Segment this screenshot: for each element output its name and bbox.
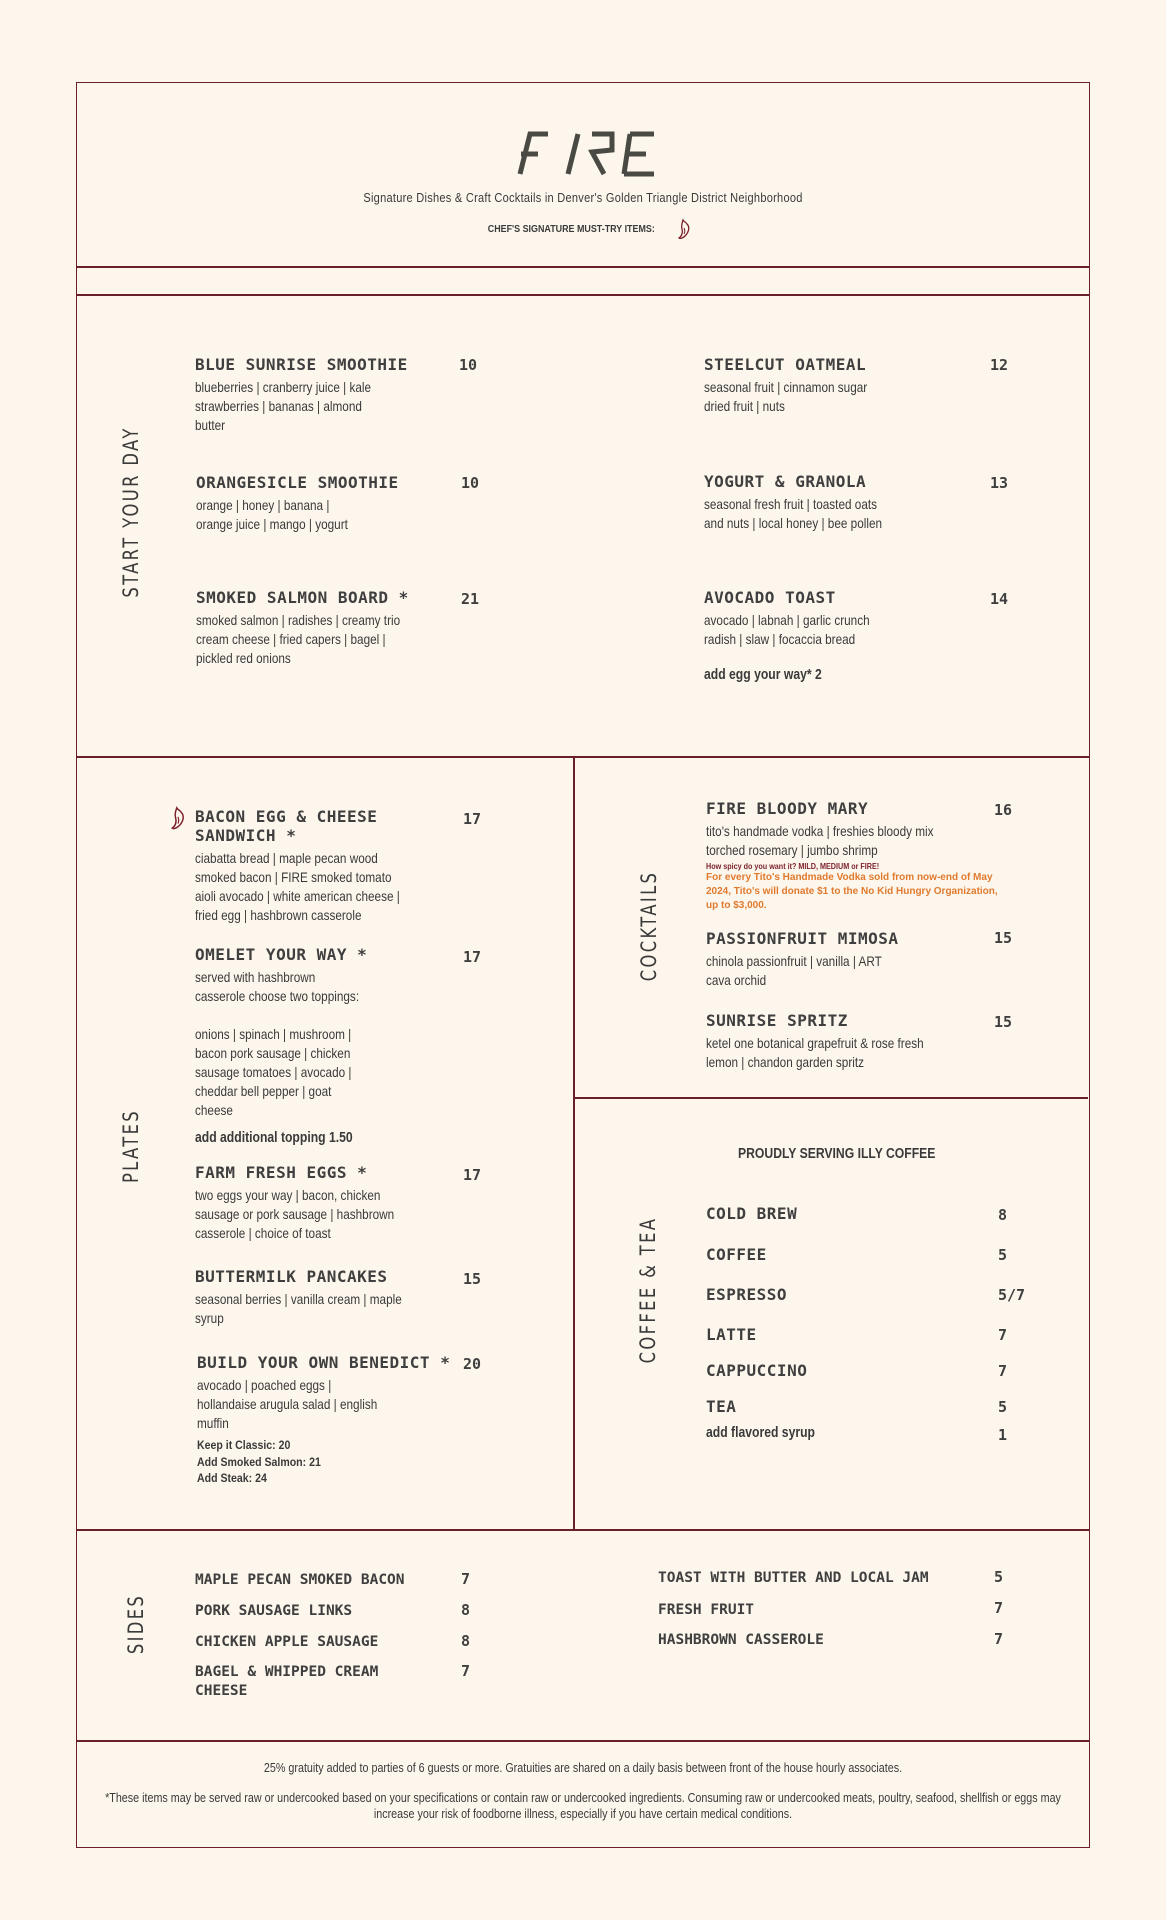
item-name: SUNRISE SPRITZ <box>706 1011 848 1030</box>
divider <box>76 266 1090 268</box>
item-name: COFFEE <box>706 1245 767 1264</box>
divider <box>76 294 1090 296</box>
menu-item <box>197 1353 450 1487</box>
item-price: 14 <box>990 590 1009 608</box>
item-price: 7 <box>461 1570 471 1588</box>
menu-item <box>195 1163 435 1243</box>
item-price: 7 <box>998 1362 1008 1380</box>
benedict-option: Keep it Classic: 20 <box>197 1438 291 1452</box>
item-price: 7 <box>994 1599 1004 1617</box>
menu-item <box>704 588 904 649</box>
item-name: PASSIONFRUIT MIMOSA <box>706 929 899 948</box>
menu-item <box>706 929 946 990</box>
side-item: MAPLE PECAN SMOKED BACON <box>195 1572 405 1588</box>
section-label-sides: SIDES <box>124 1593 148 1655</box>
spicy-note: How spicy do you want it? MILD, MEDIUM or FIRE! <box>706 862 880 871</box>
item-name: COLD BREW <box>706 1204 798 1223</box>
section-label-plates: PLATES <box>119 1108 143 1184</box>
item-price: 17 <box>463 810 482 828</box>
menu-item <box>704 355 904 416</box>
fire-logo-icon <box>508 128 658 178</box>
item-name: SMOKED SALMON BOARD * <box>196 588 409 607</box>
signature-legend <box>0 218 1166 240</box>
section-label-cocktails: COCKTAILS <box>637 870 661 982</box>
section-label-coffee-tea: COFFEE & TEA <box>636 1216 660 1364</box>
signature-label: CHEF'S SIGNATURE MUST-TRY ITEMS: <box>487 223 656 235</box>
item-description: smoked salmon | radishes | creamy trio cream cheese | fried capers | bagel | pickled red onions <box>196 612 401 666</box>
item-name: ESPRESSO <box>706 1285 788 1304</box>
item-description: two eggs your way | bacon, chicken sausage or pork sausage | hashbrown casserole | choice of toast <box>195 1187 395 1241</box>
item-name: OMELET YOUR WAY * <box>195 945 368 964</box>
menu-item <box>196 473 399 534</box>
item-description: chinola passionfruit | vanilla | ART cava orchid <box>706 953 882 988</box>
side-item: BAGEL & WHIPPED CREAM CHEESE <box>195 1664 379 1699</box>
side-item: TOAST WITH BUTTER AND LOCAL JAM <box>658 1570 929 1586</box>
item-description: ketel one botanical grapefruit & rose fresh lemon | chandon garden spritz <box>706 1035 924 1070</box>
side-item: CHICKEN APPLE SAUSAGE <box>195 1634 379 1650</box>
item-description: orange | honey | banana | orange juice | mango | yogurt <box>196 497 348 532</box>
item-price: 5 <box>994 1568 1004 1586</box>
item-price: 5 <box>998 1246 1008 1264</box>
item-name: CAPPUCCINO <box>706 1361 808 1380</box>
item-price: 8 <box>461 1601 471 1619</box>
omelet-toppings: onions | spinach | mushroom | bacon pork sausage | chicken sausage tomatoes | avocado | cheddar bell pepper | goat cheese <box>195 1026 352 1118</box>
item-name: FIRE BLOODY MARY <box>706 799 869 818</box>
menu-item <box>704 472 934 533</box>
benedict-option: Add Smoked Salmon: 21 <box>197 1454 321 1469</box>
item-name: BUTTERMILK PANCAKES <box>195 1267 388 1286</box>
item-description: avocado | poached eggs | hollandaise arugula salad | english muffin <box>197 1377 378 1431</box>
side-item: HASHBROWN CASSEROLE <box>658 1632 824 1648</box>
item-price: 5 <box>998 1398 1008 1416</box>
addon-note: add egg your way* 2 <box>704 667 822 683</box>
item-name: TEA <box>706 1397 737 1416</box>
item-description: seasonal fruit | cinnamon sugar dried fruit | nuts <box>704 379 868 414</box>
side-item: PORK SAUSAGE LINKS <box>195 1603 353 1619</box>
divider <box>76 1740 1090 1742</box>
menu-item <box>196 588 456 668</box>
item-price: 16 <box>994 801 1013 819</box>
menu-item <box>195 355 425 435</box>
item-name: BUILD YOUR OWN BENEDICT * <box>197 1353 451 1372</box>
raw-food-warning: *These items may be served raw or undercooked based on your specifications or contain raw or undercooked ingredients. Consuming raw or undercooked meats, poultry, seafood, shellfish or eggs may increase your risk of foodborne illness, especially if you have certain medical conditions. <box>105 1791 1061 1821</box>
item-name: ORANGESICLE SMOOTHIE <box>196 473 399 492</box>
menu-item <box>195 945 405 1146</box>
item-description: tito's handmade vodka | freshies bloody mix torched rosemary | jumbo shrimp <box>706 823 934 858</box>
item-name: STEELCUT OATMEAL <box>704 355 867 374</box>
divider <box>573 756 575 1530</box>
item-description: seasonal fresh fruit | toasted oats and nuts | local honey | bee pollen <box>704 496 883 531</box>
item-price: 15 <box>994 1013 1013 1031</box>
item-name: BACON EGG & CHEESE SANDWICH * <box>195 807 378 845</box>
item-price: 1 <box>998 1426 1008 1444</box>
item-price: 8 <box>998 1206 1008 1224</box>
fire-logo <box>0 128 1166 183</box>
item-name: LATTE <box>706 1325 757 1344</box>
divider <box>76 1529 1090 1531</box>
item-price: 21 <box>461 590 480 608</box>
item-name: YOGURT & GRANOLA <box>704 472 867 491</box>
item-price: 15 <box>994 929 1013 947</box>
item-price: 7 <box>998 1326 1008 1344</box>
item-description: ciabatta bread | maple pecan wood smoked bacon | FIRE smoked tomato aioli avocado | white american cheese | fried egg | hashbrown casserole <box>195 850 400 923</box>
menu-item <box>706 1011 966 1072</box>
item-name: FARM FRESH EGGS * <box>195 1163 368 1182</box>
charity-note: For every Tito's Handmade Vodka sold from now-end of May 2024, Tito's will donate $1 to the No Kid Hungry Organization, up to $3,000. <box>706 872 998 911</box>
item-price: 12 <box>990 356 1009 374</box>
item-description: served with hashbrown casserole choose two toppings: <box>195 969 360 1004</box>
item-price: 8 <box>461 1632 471 1650</box>
benedict-option: Add Steak: 24 <box>197 1471 267 1485</box>
pepper-icon <box>677 218 693 240</box>
addon-note: add additional topping 1.50 <box>195 1130 353 1146</box>
item-price: 17 <box>463 948 482 966</box>
item-description: seasonal berries | vanilla cream | maple syrup <box>195 1291 402 1326</box>
item-name: AVOCADO TOAST <box>704 588 836 607</box>
item-price: 13 <box>990 474 1009 492</box>
item-price: 15 <box>463 1270 482 1288</box>
item-price: 7 <box>461 1662 471 1680</box>
item-price: 10 <box>461 474 480 492</box>
coffee-heading: PROUDLY SERVING ILLY COFFEE <box>738 1146 936 1162</box>
tagline: Signature Dishes & Craft Cocktails in Denver's Golden Triangle District Neighborhood <box>363 190 803 205</box>
divider <box>573 1097 1088 1099</box>
addon-note: add flavored syrup <box>706 1425 815 1441</box>
item-price: 7 <box>994 1630 1004 1648</box>
item-price: 17 <box>463 1166 482 1184</box>
pepper-icon <box>170 804 188 832</box>
item-name: BLUE SUNRISE SMOOTHIE <box>195 355 408 374</box>
item-price: 20 <box>463 1355 482 1373</box>
menu-item <box>195 807 400 925</box>
item-description: avocado | labnah | garlic crunch radish | slaw | focaccia bread <box>704 612 870 647</box>
menu-item <box>706 799 1006 913</box>
item-price: 10 <box>459 356 478 374</box>
menu-item <box>195 1267 445 1328</box>
item-price: 5/7 <box>998 1286 1026 1304</box>
divider <box>76 756 1090 758</box>
gratuity-note: 25% gratuity added to parties of 6 guests or more. Gratuities are shared on a daily basis between front of the house hourly associates. <box>263 1761 903 1775</box>
item-description: blueberries | cranberry juice | kale strawberries | bananas | almond butter <box>195 379 372 433</box>
section-label-start-your-day: START YOUR DAY <box>119 426 143 598</box>
side-item: FRESH FRUIT <box>658 1602 755 1618</box>
